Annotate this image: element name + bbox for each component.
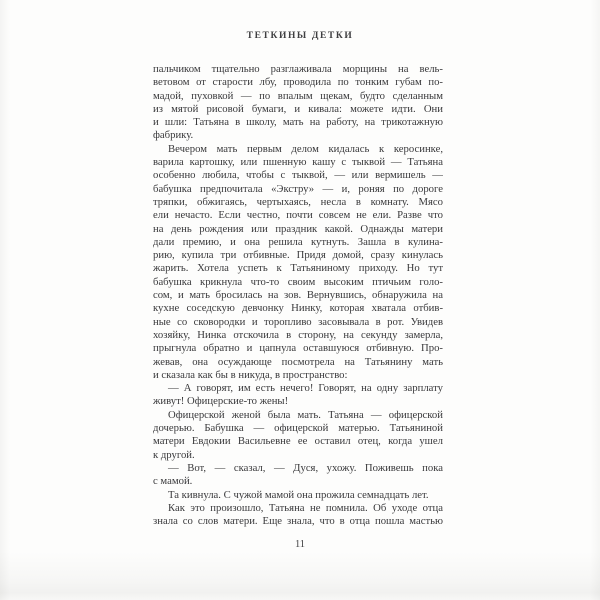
text-line: сом, и мать бросилась на зов. Вернувшись, обнаружила на: [153, 289, 443, 302]
text-line: ели нечасто. Если честно, почти совсем не ели. Разве что: [153, 209, 443, 222]
text-line: знала со слов матери. Еще знала, что в отца пошла мастью: [153, 515, 443, 528]
text-line: ветовом от старости лбу, проводила по тонким губам по-: [153, 76, 443, 89]
text-line: прыгнула обратно и цапнула оставшуюся отбивную. Про-: [153, 342, 443, 355]
text-line: и сказала как бы в никуда, в пространство:: [153, 368, 348, 381]
text-block: [153, 63, 443, 528]
text-line: особенно любила, чтобы с тыквой, — или вермишель —: [153, 169, 443, 182]
page-edge-shadow-left: [0, 0, 10, 600]
text-line: мадой, пуховкой — по впалым щекам, будто сделанным: [153, 89, 443, 102]
text-line: и шли: Татьяна в школу, мать на работу, на трикотажную: [153, 116, 443, 129]
text-line: Вечером мать первым делом кидалась к керосинке,: [168, 142, 443, 155]
running-header: ТЕТКИНЫ ДЕТКИ: [246, 31, 354, 41]
text-line: кухне соседскую девчонку Нинку, которая хватала отбив-: [153, 302, 443, 315]
page-number: 11: [294, 539, 306, 550]
text-line: из мятой рисовой бумаги, и кивала: можете идти. Они: [153, 102, 443, 115]
page-edge-shadow-right: [590, 0, 600, 600]
text-line: пальчиком тщательно разглаживала морщины на вель-: [153, 63, 443, 75]
text-line: — А говорят, им есть нечего! Говорят, на одну зарплату: [168, 382, 443, 395]
page-edge-shadow-bottom: [0, 552, 600, 600]
text-line: Как это произошло, Татьяна не помнила. Об уходе отца: [168, 501, 443, 514]
text-line: фабрику.: [153, 129, 194, 142]
text-line: на день рождения или праздник какой. Однажды матери: [153, 222, 443, 235]
text-line: к другой.: [153, 448, 195, 461]
text-line: — Вот, — сказал, — Дуся, ухожу. Поживешь пока: [168, 461, 443, 474]
text-line: жарить. Хотела успеть к Татьяниному приходу. Но тут: [153, 262, 443, 275]
text-line: жевав, она осуждающе посмотрела на Татьянину мать: [153, 355, 443, 368]
text-line: живут! Офицерские-то жены!: [153, 395, 289, 408]
text-line: бабушка предпочитала «Экстру» — и, роняя по дороге: [153, 182, 443, 195]
text-line: бабушка крикнула что-то своим высоким птичьим голо-: [153, 275, 443, 288]
text-line: Та кивнула. С чужой мамой она прожила семнадцать лет.: [168, 488, 429, 501]
text-line: тряпки, обжигаясь, чертыхаясь, несла в комнату. Мясо: [153, 195, 443, 208]
text-line: хозяйку, Нинка отскочила в сторону, на секунду замерла,: [153, 328, 443, 341]
text-line: Офицерской женой была мать. Татьяна — офицерской: [168, 408, 443, 421]
text-line: варила картошку, или пшенную кашу с тыквой — Татьяна: [153, 156, 443, 169]
text-line: с мамой.: [153, 475, 193, 488]
text-line: дочерью. Бабушка — офицерской матерью. Татьяниной: [153, 422, 443, 435]
text-line: ные со сковородки и торопливо засовывала в рот. Увидев: [153, 315, 443, 328]
text-line: дали премию, и она решила кутнуть. Зашла в кулина-: [153, 235, 443, 248]
text-line: матери Евдокии Васильевне ее оставил отец, когда ушел: [153, 435, 443, 448]
text-line: рию, купила три отбивные. Придя домой, сразу кинулась: [153, 249, 443, 262]
